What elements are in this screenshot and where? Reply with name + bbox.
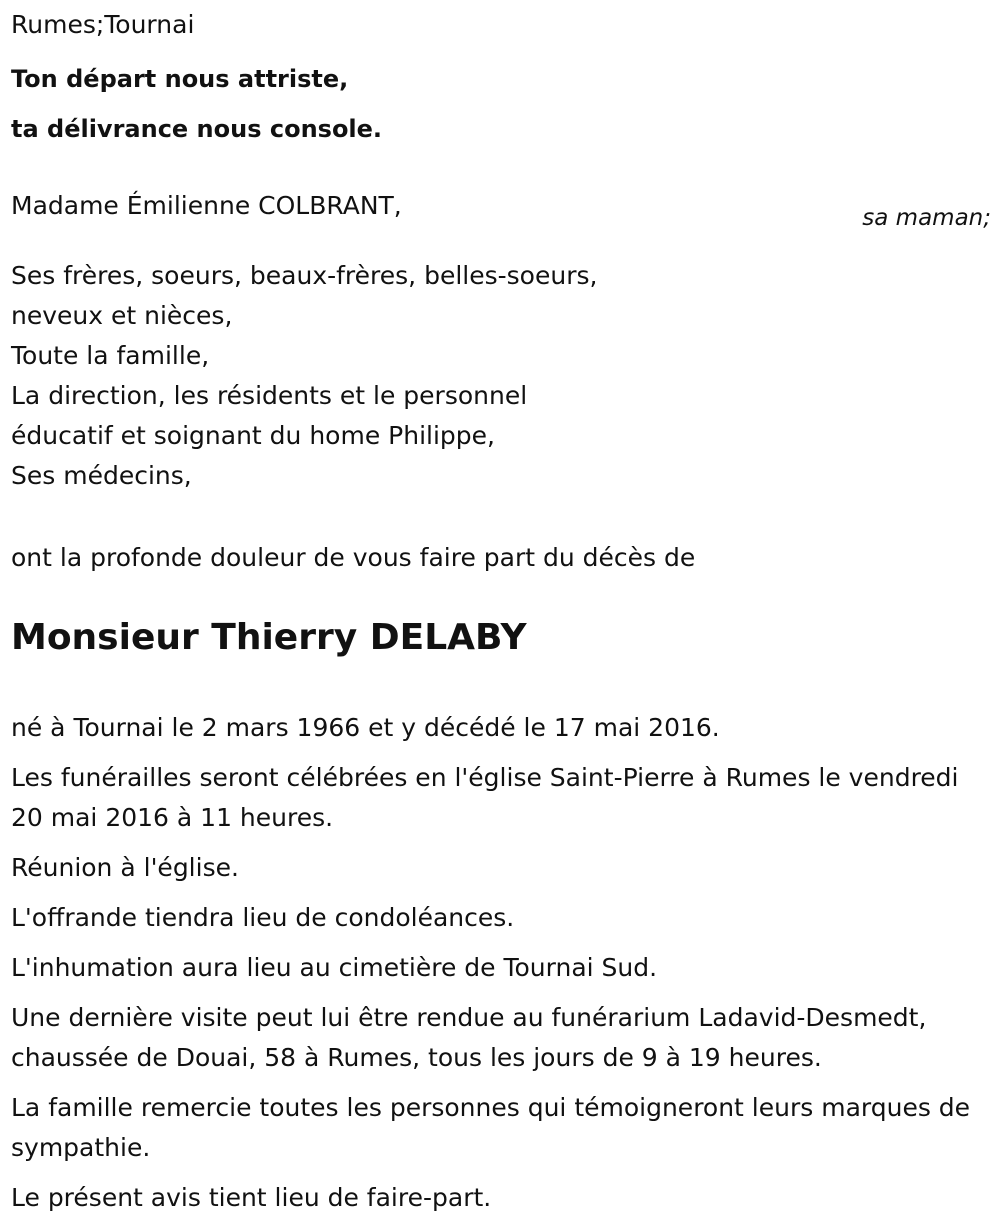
detail-paragraph: Le présent avis tient lieu de faire-part.	[11, 1183, 492, 1212]
mother-relation: sa maman;	[862, 205, 991, 231]
detail-paragraph: La famille remercie toutes les personnes qui témoigneront leurs marques de sympathie.	[11, 1093, 971, 1162]
family-line: Toute la famille,	[11, 341, 210, 370]
obituary-notice	[11, 5, 991, 1228]
mother-row	[11, 192, 991, 248]
family-line: Ses frères, soeurs, beaux-frères, belles-soeurs,	[11, 261, 598, 290]
deceased-name: Monsieur Thierry DELABY	[11, 617, 527, 658]
details-section	[11, 708, 991, 1218]
family-list	[11, 256, 991, 496]
motto-line-2: ta délivrance nous console.	[11, 115, 383, 143]
announcement-intro: ont la profonde douleur de vous faire part du décès de	[11, 543, 696, 572]
location-header: Rumes;Tournai	[11, 10, 195, 39]
family-line: La direction, les résidents et le personnel	[11, 381, 528, 410]
family-line: éducatif et soignant du home Philippe,	[11, 421, 495, 450]
detail-paragraph: Une dernière visite peut lui être rendue au funérarium Ladavid-Desmedt, chaussée de Douai, 58 à Rumes, tous les jours de 9 à 19 heures.	[11, 1003, 927, 1072]
motto-line-1: Ton départ nous attriste,	[11, 65, 349, 93]
family-line: Ses médecins,	[11, 461, 192, 490]
detail-paragraph: L'inhumation aura lieu au cimetière de Tournai Sud.	[11, 953, 658, 982]
detail-paragraph: Les funérailles seront célébrées en l'église Saint-Pierre à Rumes le vendredi 20 mai 2016 à 11 heures.	[11, 763, 959, 832]
detail-paragraph: L'offrande tiendra lieu de condoléances.	[11, 903, 515, 932]
mother-name: Madame Émilienne COLBRANT,	[11, 191, 402, 220]
detail-paragraph: né à Tournai le 2 mars 1966 et y décédé le 17 mai 2016.	[11, 713, 720, 742]
family-line: neveux et nièces,	[11, 301, 233, 330]
detail-paragraph: Réunion à l'église.	[11, 853, 239, 882]
